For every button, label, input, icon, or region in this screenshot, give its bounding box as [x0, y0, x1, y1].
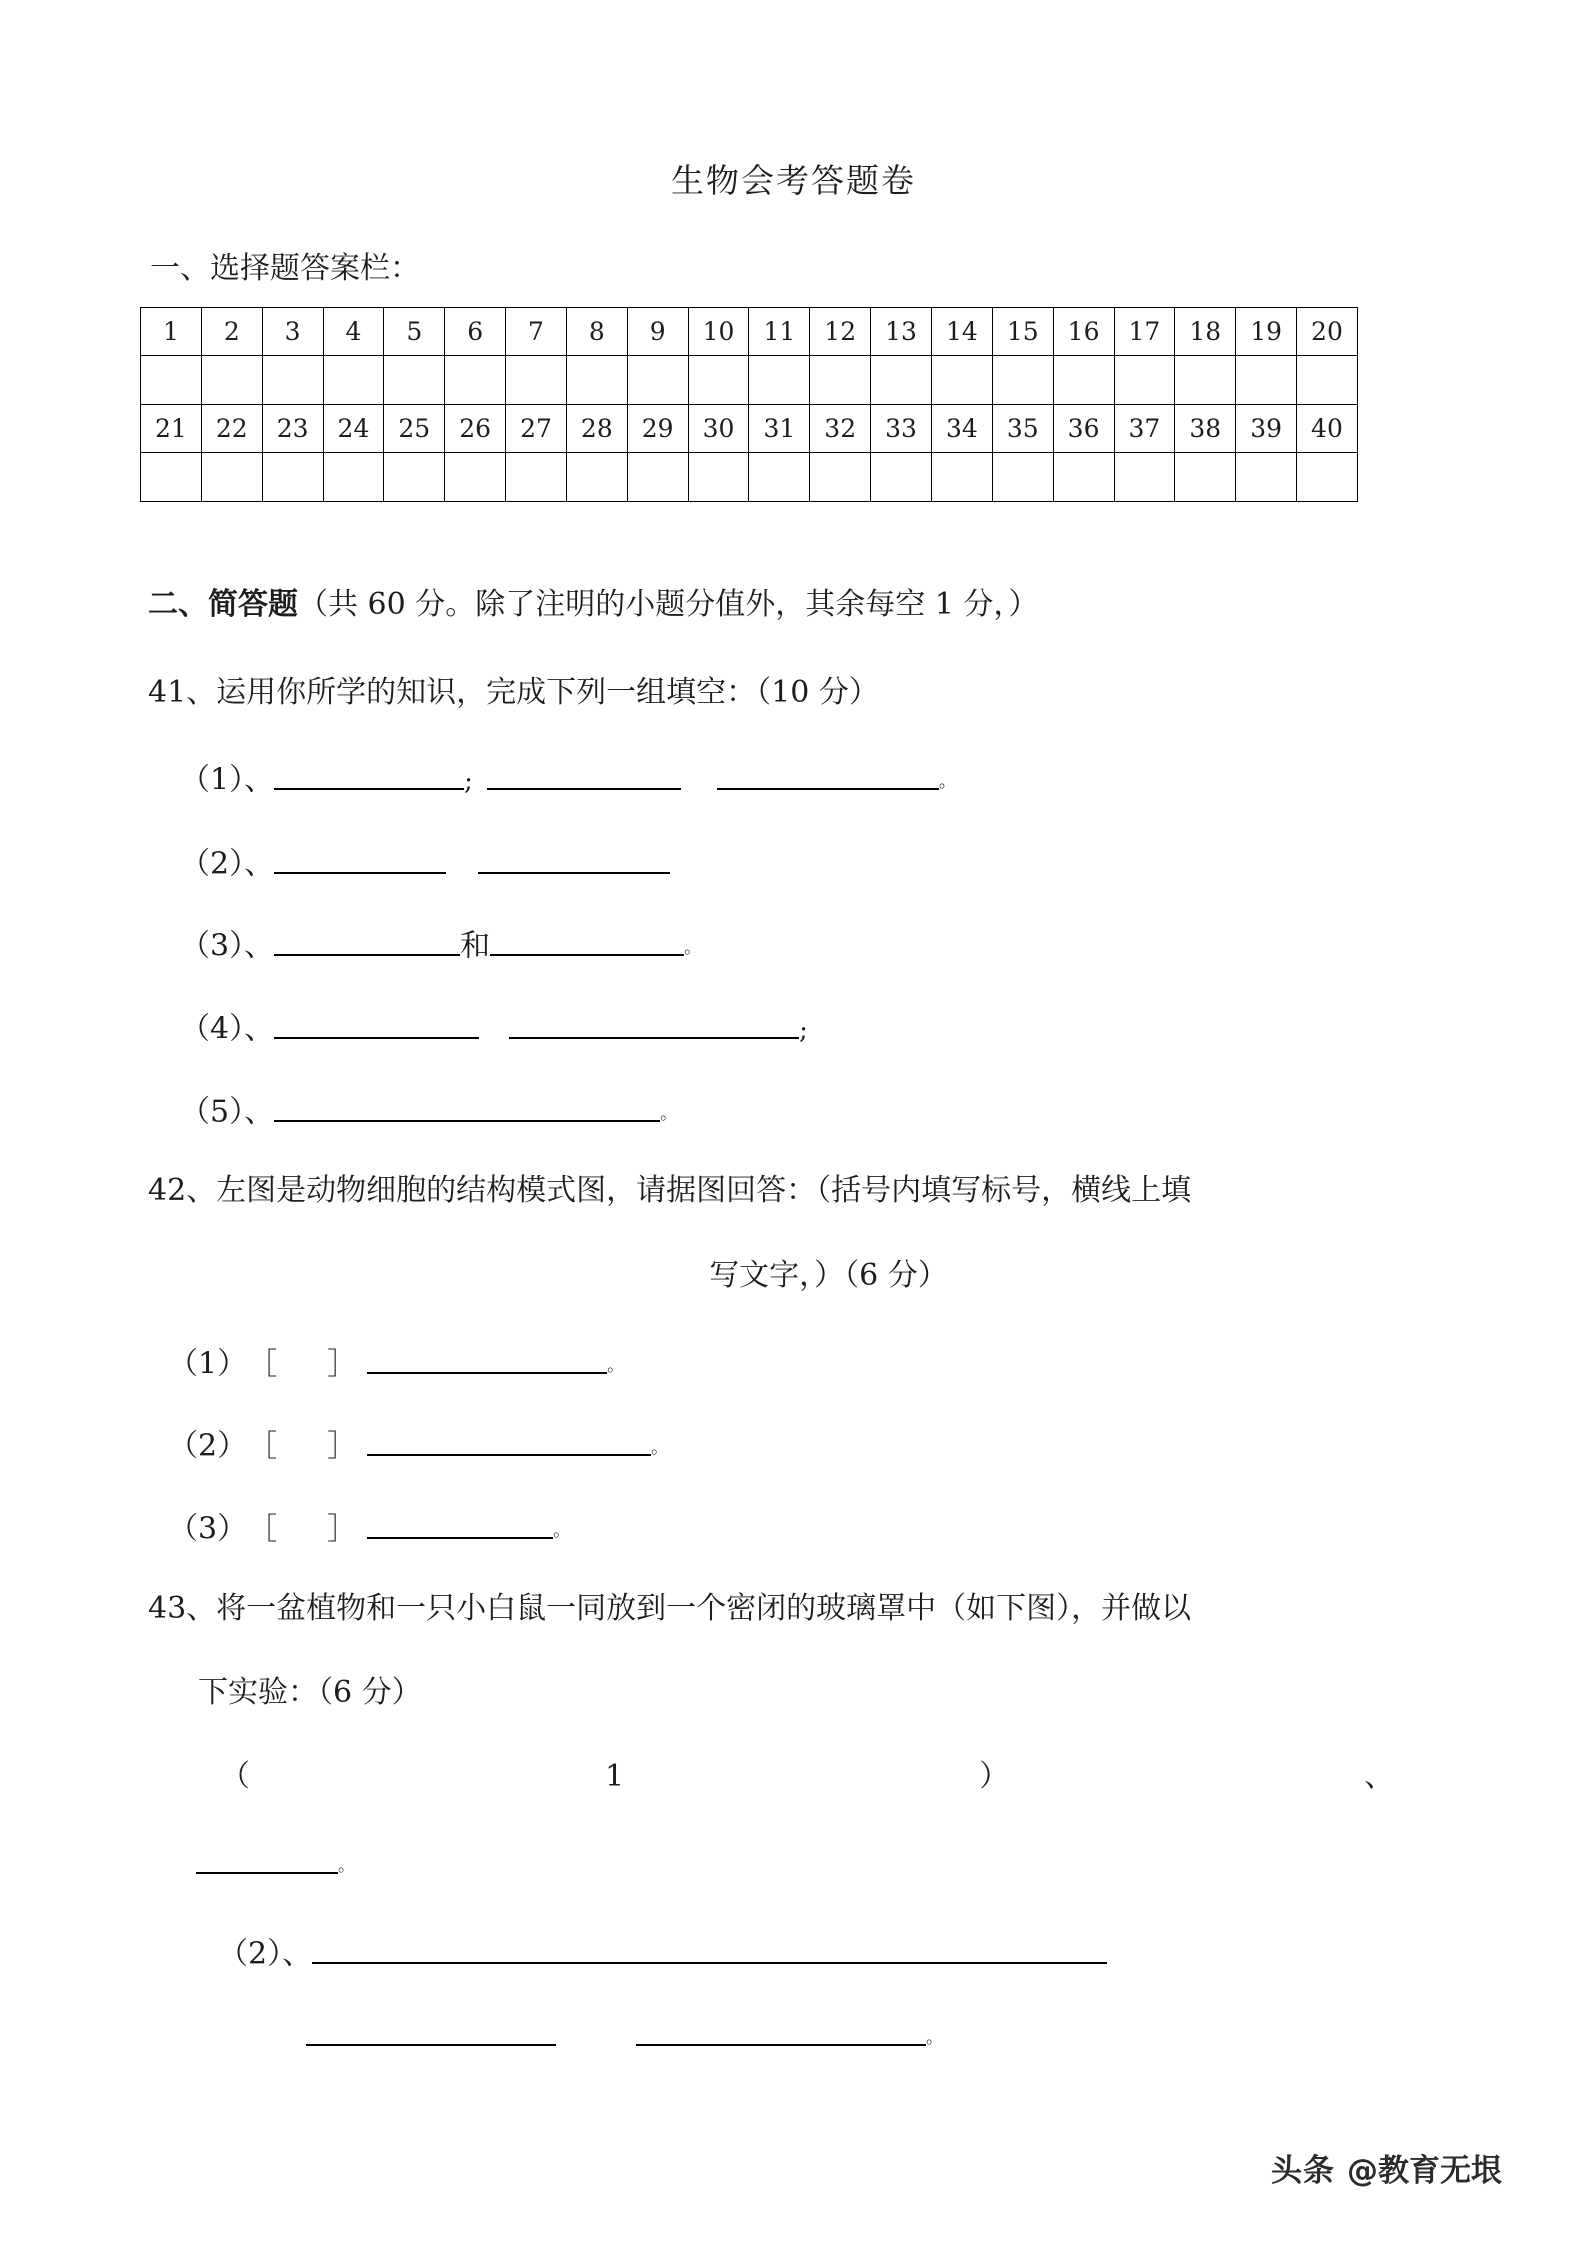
answer-cell[interactable] — [749, 453, 810, 502]
table-cell-number: 1 — [141, 308, 202, 356]
answer-cell[interactable] — [992, 453, 1053, 502]
answer-cell[interactable] — [1053, 453, 1114, 502]
answer-cell[interactable] — [445, 453, 506, 502]
bracket-marker[interactable]: ［ ］ — [247, 1511, 368, 1547]
blank-line[interactable] — [274, 1088, 660, 1122]
blank-line[interactable] — [367, 1422, 651, 1456]
table-cell-number: 11 — [749, 308, 810, 356]
period-mark: 。 — [651, 1437, 669, 1458]
table-cell-number: 19 — [1236, 308, 1297, 356]
answer-cell[interactable] — [627, 453, 688, 502]
period-mark: 。 — [553, 1520, 571, 1541]
answer-cell[interactable] — [384, 453, 445, 502]
bracket-marker[interactable]: ［ ］ — [247, 1346, 368, 1382]
period-mark: 。 — [338, 1855, 355, 1876]
answer-cell[interactable] — [141, 356, 202, 405]
answer-cell[interactable] — [1297, 356, 1358, 405]
table-cell-number: 8 — [566, 308, 627, 356]
table-row-numbers-1-20 — [141, 308, 1358, 356]
blank-line[interactable] — [490, 922, 684, 956]
question-41-stem: 41、运用你所学的知识，完成下列一组填空：（10 分） — [148, 675, 879, 710]
answer-cell[interactable] — [992, 356, 1053, 405]
answer-cell[interactable] — [323, 356, 384, 405]
enumeration-mark: 、 — [1364, 1759, 1395, 1794]
answer-cell[interactable] — [931, 453, 992, 502]
table-cell-number: 24 — [323, 405, 384, 453]
multiple-choice-answer-table — [140, 307, 1358, 502]
answer-cell[interactable] — [1175, 356, 1236, 405]
answer-cell[interactable] — [566, 356, 627, 405]
question-42-item-2 — [168, 1422, 668, 1469]
blank-line[interactable] — [306, 2012, 556, 2046]
item-label: （5）、 — [180, 1094, 275, 1130]
period-mark: 。 — [938, 771, 956, 792]
item-label: （4）、 — [180, 1011, 275, 1047]
answer-cell[interactable] — [688, 356, 749, 405]
table-cell-number: 28 — [566, 405, 627, 453]
table-cell-number: 15 — [992, 308, 1053, 356]
answer-cell[interactable] — [506, 356, 567, 405]
answer-cell[interactable] — [810, 356, 871, 405]
answer-cell[interactable] — [323, 453, 384, 502]
answer-cell[interactable] — [1236, 453, 1297, 502]
answer-cell[interactable] — [1114, 356, 1175, 405]
table-cell-number: 25 — [384, 405, 445, 453]
answer-cell[interactable] — [566, 453, 627, 502]
table-cell-number: 22 — [201, 405, 262, 453]
item-label: （1） — [168, 1346, 248, 1382]
answer-cell[interactable] — [445, 356, 506, 405]
question-43-item-2 — [218, 1930, 1107, 1976]
item-label: （2）、 — [218, 1936, 313, 1972]
table-cell-number: 26 — [445, 405, 506, 453]
answer-cell[interactable] — [627, 356, 688, 405]
blank-line[interactable] — [717, 756, 939, 790]
table-cell-number: 31 — [749, 405, 810, 453]
table-row-answers-21-40 — [141, 453, 1358, 502]
blank-line[interactable] — [478, 840, 670, 874]
answer-cell[interactable] — [201, 356, 262, 405]
item-label: （2）、 — [180, 846, 275, 882]
table-cell-number: 6 — [445, 308, 506, 356]
blank-line[interactable] — [274, 1005, 479, 1039]
table-cell-number: 14 — [931, 308, 992, 356]
table-cell-number: 29 — [627, 405, 688, 453]
table-cell-number: 21 — [141, 405, 202, 453]
table-cell-number: 13 — [871, 308, 932, 356]
watermark — [1271, 2145, 1502, 2190]
answer-cell[interactable] — [262, 356, 323, 405]
table-cell-number: 34 — [931, 405, 992, 453]
period-mark: 。 — [607, 1355, 625, 1376]
blank-line[interactable] — [274, 922, 460, 956]
table-row-answers-1-20 — [141, 356, 1358, 405]
semicolon-mark: ; — [799, 1015, 808, 1046]
table-cell-number: 40 — [1297, 405, 1358, 453]
answer-cell[interactable] — [1114, 453, 1175, 502]
answer-cell[interactable] — [1297, 453, 1358, 502]
table-cell-number: 9 — [627, 308, 688, 356]
blank-line[interactable] — [636, 2012, 926, 2046]
table-cell-number: 23 — [262, 405, 323, 453]
answer-cell[interactable] — [1236, 356, 1297, 405]
question-42-item-1 — [168, 1340, 624, 1387]
blank-line[interactable] — [196, 1840, 338, 1874]
item-label: （3） — [168, 1511, 248, 1547]
answer-cell[interactable] — [871, 453, 932, 502]
section-two-heading-note: （共 60 分。除了注明的小题分值外，其余每空 1 分，） — [298, 587, 1039, 622]
table-cell-number: 32 — [810, 405, 871, 453]
table-cell-number: 30 — [688, 405, 749, 453]
question-42-stem-line1: 42、左图是动物细胞的结构模式图，请据图回答：（括号内填写标号，横线上填 — [148, 1173, 1192, 1208]
answer-cell[interactable] — [688, 453, 749, 502]
question-41-item-4 — [180, 1005, 808, 1052]
question-43-item-1 — [220, 1756, 1394, 1798]
answer-cell[interactable] — [1175, 453, 1236, 502]
answer-cell[interactable] — [384, 356, 445, 405]
table-cell-number: 18 — [1175, 308, 1236, 356]
joiner-text: 和 — [460, 928, 491, 964]
section-one-heading: 一、选择题答案栏： — [150, 251, 420, 286]
section-two-heading-label: 二、简答题 — [148, 587, 298, 622]
question-43-stem-line2: 下实验：（6 分） — [198, 1675, 422, 1710]
table-cell-number: 38 — [1175, 405, 1236, 453]
section-two-heading — [148, 584, 1038, 626]
blank-line[interactable] — [509, 1005, 799, 1039]
blank-line[interactable] — [367, 1340, 607, 1374]
answer-cell[interactable] — [1053, 356, 1114, 405]
answer-cell[interactable] — [931, 356, 992, 405]
table-cell-number: 39 — [1236, 405, 1297, 453]
table-cell-number: 2 — [201, 308, 262, 356]
question-43-item-2-continuation — [306, 2012, 943, 2059]
bracket-marker[interactable]: ［ ］ — [247, 1428, 368, 1464]
table-cell-number: 5 — [384, 308, 445, 356]
answer-cell[interactable] — [810, 453, 871, 502]
table-cell-number: 3 — [262, 308, 323, 356]
answer-cell[interactable] — [141, 453, 202, 502]
question-43-item-1-continuation — [196, 1840, 355, 1887]
blank-line[interactable] — [367, 1505, 553, 1539]
paren-close: ） — [979, 1759, 1010, 1794]
answer-cell[interactable] — [749, 356, 810, 405]
answer-cell[interactable] — [201, 453, 262, 502]
table-cell-number: 33 — [871, 405, 932, 453]
toutiao-logo-icon: 头条 — [1271, 2153, 1335, 2189]
table-row-numbers-21-40 — [141, 405, 1358, 453]
period-mark: 。 — [926, 2027, 943, 2048]
table-cell-number: 20 — [1297, 308, 1358, 356]
question-42-stem-line2: 写文字，）（6 分） — [709, 1258, 948, 1293]
period-mark: 。 — [684, 937, 702, 958]
question-41-item-5 — [180, 1088, 677, 1135]
answer-cell[interactable] — [506, 453, 567, 502]
watermark-handle: @教育无垠 — [1347, 2153, 1502, 2189]
item-label: （2） — [168, 1428, 248, 1464]
question-42-item-3 — [168, 1505, 570, 1552]
blank-line[interactable] — [274, 756, 464, 790]
semicolon-mark: ; — [464, 766, 473, 797]
paren-number: 1 — [605, 1759, 625, 1794]
blank-line[interactable] — [312, 1930, 1107, 1964]
table-cell-number: 16 — [1053, 308, 1114, 356]
table-cell-number: 37 — [1114, 405, 1175, 453]
table-cell-number: 7 — [506, 308, 567, 356]
question-41-item-2 — [180, 840, 670, 886]
answer-cell[interactable] — [871, 356, 932, 405]
question-41-item-1 — [180, 756, 956, 803]
table-cell-number: 36 — [1053, 405, 1114, 453]
blank-line[interactable] — [487, 756, 681, 790]
blank-line[interactable] — [274, 840, 446, 874]
page-title: 生物会考答题卷 — [671, 161, 916, 200]
table-cell-number: 17 — [1114, 308, 1175, 356]
item-label: （3）、 — [180, 928, 275, 964]
question-41-item-3 — [180, 922, 701, 969]
item-label: （1）、 — [180, 762, 275, 798]
table-cell-number: 35 — [992, 405, 1053, 453]
paren-open: （ — [220, 1759, 250, 1794]
table-cell-number: 4 — [323, 308, 384, 356]
table-cell-number: 10 — [688, 308, 749, 356]
table-cell-number: 12 — [810, 308, 871, 356]
period-mark: 。 — [660, 1103, 678, 1124]
question-43-stem-line1: 43、将一盆植物和一只小白鼠一同放到一个密闭的玻璃罩中（如下图），并做以 — [148, 1591, 1192, 1626]
table-cell-number: 27 — [506, 405, 567, 453]
answer-cell[interactable] — [262, 453, 323, 502]
